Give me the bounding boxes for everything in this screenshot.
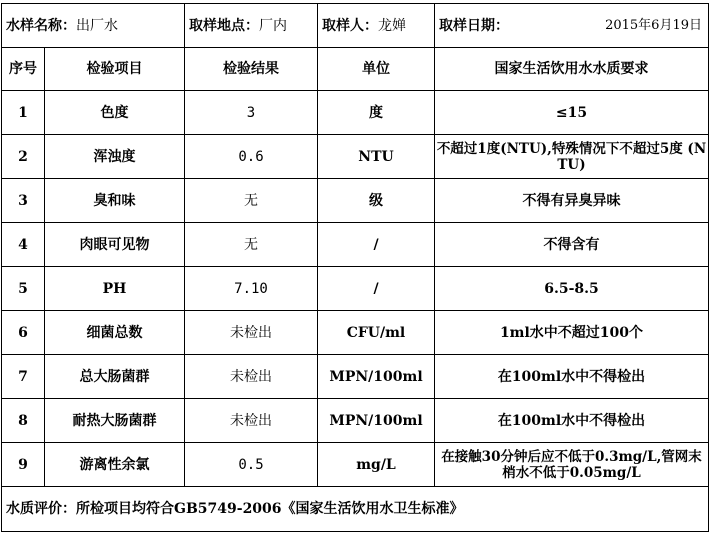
row-item: 耐热大肠菌群 [45, 399, 185, 443]
row-index: 2 [2, 135, 45, 179]
row-unit: / [318, 223, 435, 267]
row-standard: 在100ml水中不得检出 [435, 355, 709, 399]
column-header-item: 检验项目 [45, 48, 185, 91]
column-header-row [2, 48, 709, 91]
row-standard-text: 在接触30分钟后应不低于0.3mg/L,管网末梢水不低于0.05mg/L [441, 448, 702, 481]
row-standard: 不得含有 [435, 223, 709, 267]
report-table [1, 3, 709, 532]
column-header-unit: 单位 [318, 48, 435, 91]
row-standard [435, 135, 709, 179]
row-item: 游离性余氯 [45, 443, 185, 487]
row-standard: 6.5-8.5 [435, 267, 709, 311]
table-row [2, 355, 709, 399]
sampling-site-label: 取样地点： [189, 17, 259, 34]
row-index: 8 [2, 399, 45, 443]
sampling-date-value: 2015年6月19日 [605, 17, 702, 33]
row-index: 3 [2, 179, 45, 223]
row-standard-text: 不超过1度(NTU),特殊情况下不超过5度 (NTU) [436, 140, 707, 173]
sampling-site-cell [185, 4, 318, 48]
table-row [2, 311, 709, 355]
row-unit: MPN/100ml [318, 355, 435, 399]
table-row [2, 223, 709, 267]
row-item: 色度 [45, 91, 185, 135]
row-index: 4 [2, 223, 45, 267]
row-result: 7.10 [185, 267, 318, 311]
sampler-label: 取样人： [322, 17, 378, 34]
row-unit: mg/L [318, 443, 435, 487]
row-result: 0.6 [185, 135, 318, 179]
row-item: 细菌总数 [45, 311, 185, 355]
row-index: 9 [2, 443, 45, 487]
row-item: 肉眼可见物 [45, 223, 185, 267]
row-standard: 1ml水中不超过100个 [435, 311, 709, 355]
column-header-result: 检验结果 [185, 48, 318, 91]
row-result: 未检出 [185, 311, 318, 355]
row-unit: 度 [318, 91, 435, 135]
row-result: 3 [185, 91, 318, 135]
header-row [2, 4, 709, 48]
row-standard: ≤15 [435, 91, 709, 135]
table-row [2, 267, 709, 311]
sample-name-cell [2, 4, 185, 48]
row-unit: / [318, 267, 435, 311]
row-result: 未检出 [185, 355, 318, 399]
footer-row [2, 487, 709, 532]
row-result: 无 [185, 223, 318, 267]
table-row [2, 399, 709, 443]
row-unit: CFU/ml [318, 311, 435, 355]
row-item: 总大肠菌群 [45, 355, 185, 399]
row-standard: 不得有异臭异味 [435, 179, 709, 223]
column-header-index: 序号 [2, 48, 45, 91]
water-quality-evaluation: 水质评价：所检项目均符合GB5749-2006《国家生活饮用水卫生标准》 [2, 487, 709, 532]
sample-name-value: 出厂水 [76, 17, 118, 34]
row-item: 臭和味 [45, 179, 185, 223]
row-index: 7 [2, 355, 45, 399]
sampler-cell [318, 4, 435, 48]
row-result: 未检出 [185, 399, 318, 443]
row-standard [435, 443, 709, 487]
row-index: 6 [2, 311, 45, 355]
sample-name-label: 水样名称： [6, 17, 76, 34]
sampling-site-value: 厂内 [259, 17, 287, 34]
table-row [2, 135, 709, 179]
row-index: 5 [2, 267, 45, 311]
row-unit: NTU [318, 135, 435, 179]
column-header-standard: 国家生活饮用水水质要求 [435, 48, 709, 91]
row-standard: 在100ml水中不得检出 [435, 399, 709, 443]
sampler-value: 龙婵 [378, 17, 406, 34]
sampling-date-label: 取样日期： [439, 17, 509, 34]
table-row [2, 91, 709, 135]
row-item: PH [45, 267, 185, 311]
row-unit: 级 [318, 179, 435, 223]
table-row [2, 179, 709, 223]
row-result: 0.5 [185, 443, 318, 487]
sampling-date-cell [435, 4, 709, 48]
table-row [2, 443, 709, 487]
row-result: 无 [185, 179, 318, 223]
row-item: 浑浊度 [45, 135, 185, 179]
row-index: 1 [2, 91, 45, 135]
row-unit: MPN/100ml [318, 399, 435, 443]
